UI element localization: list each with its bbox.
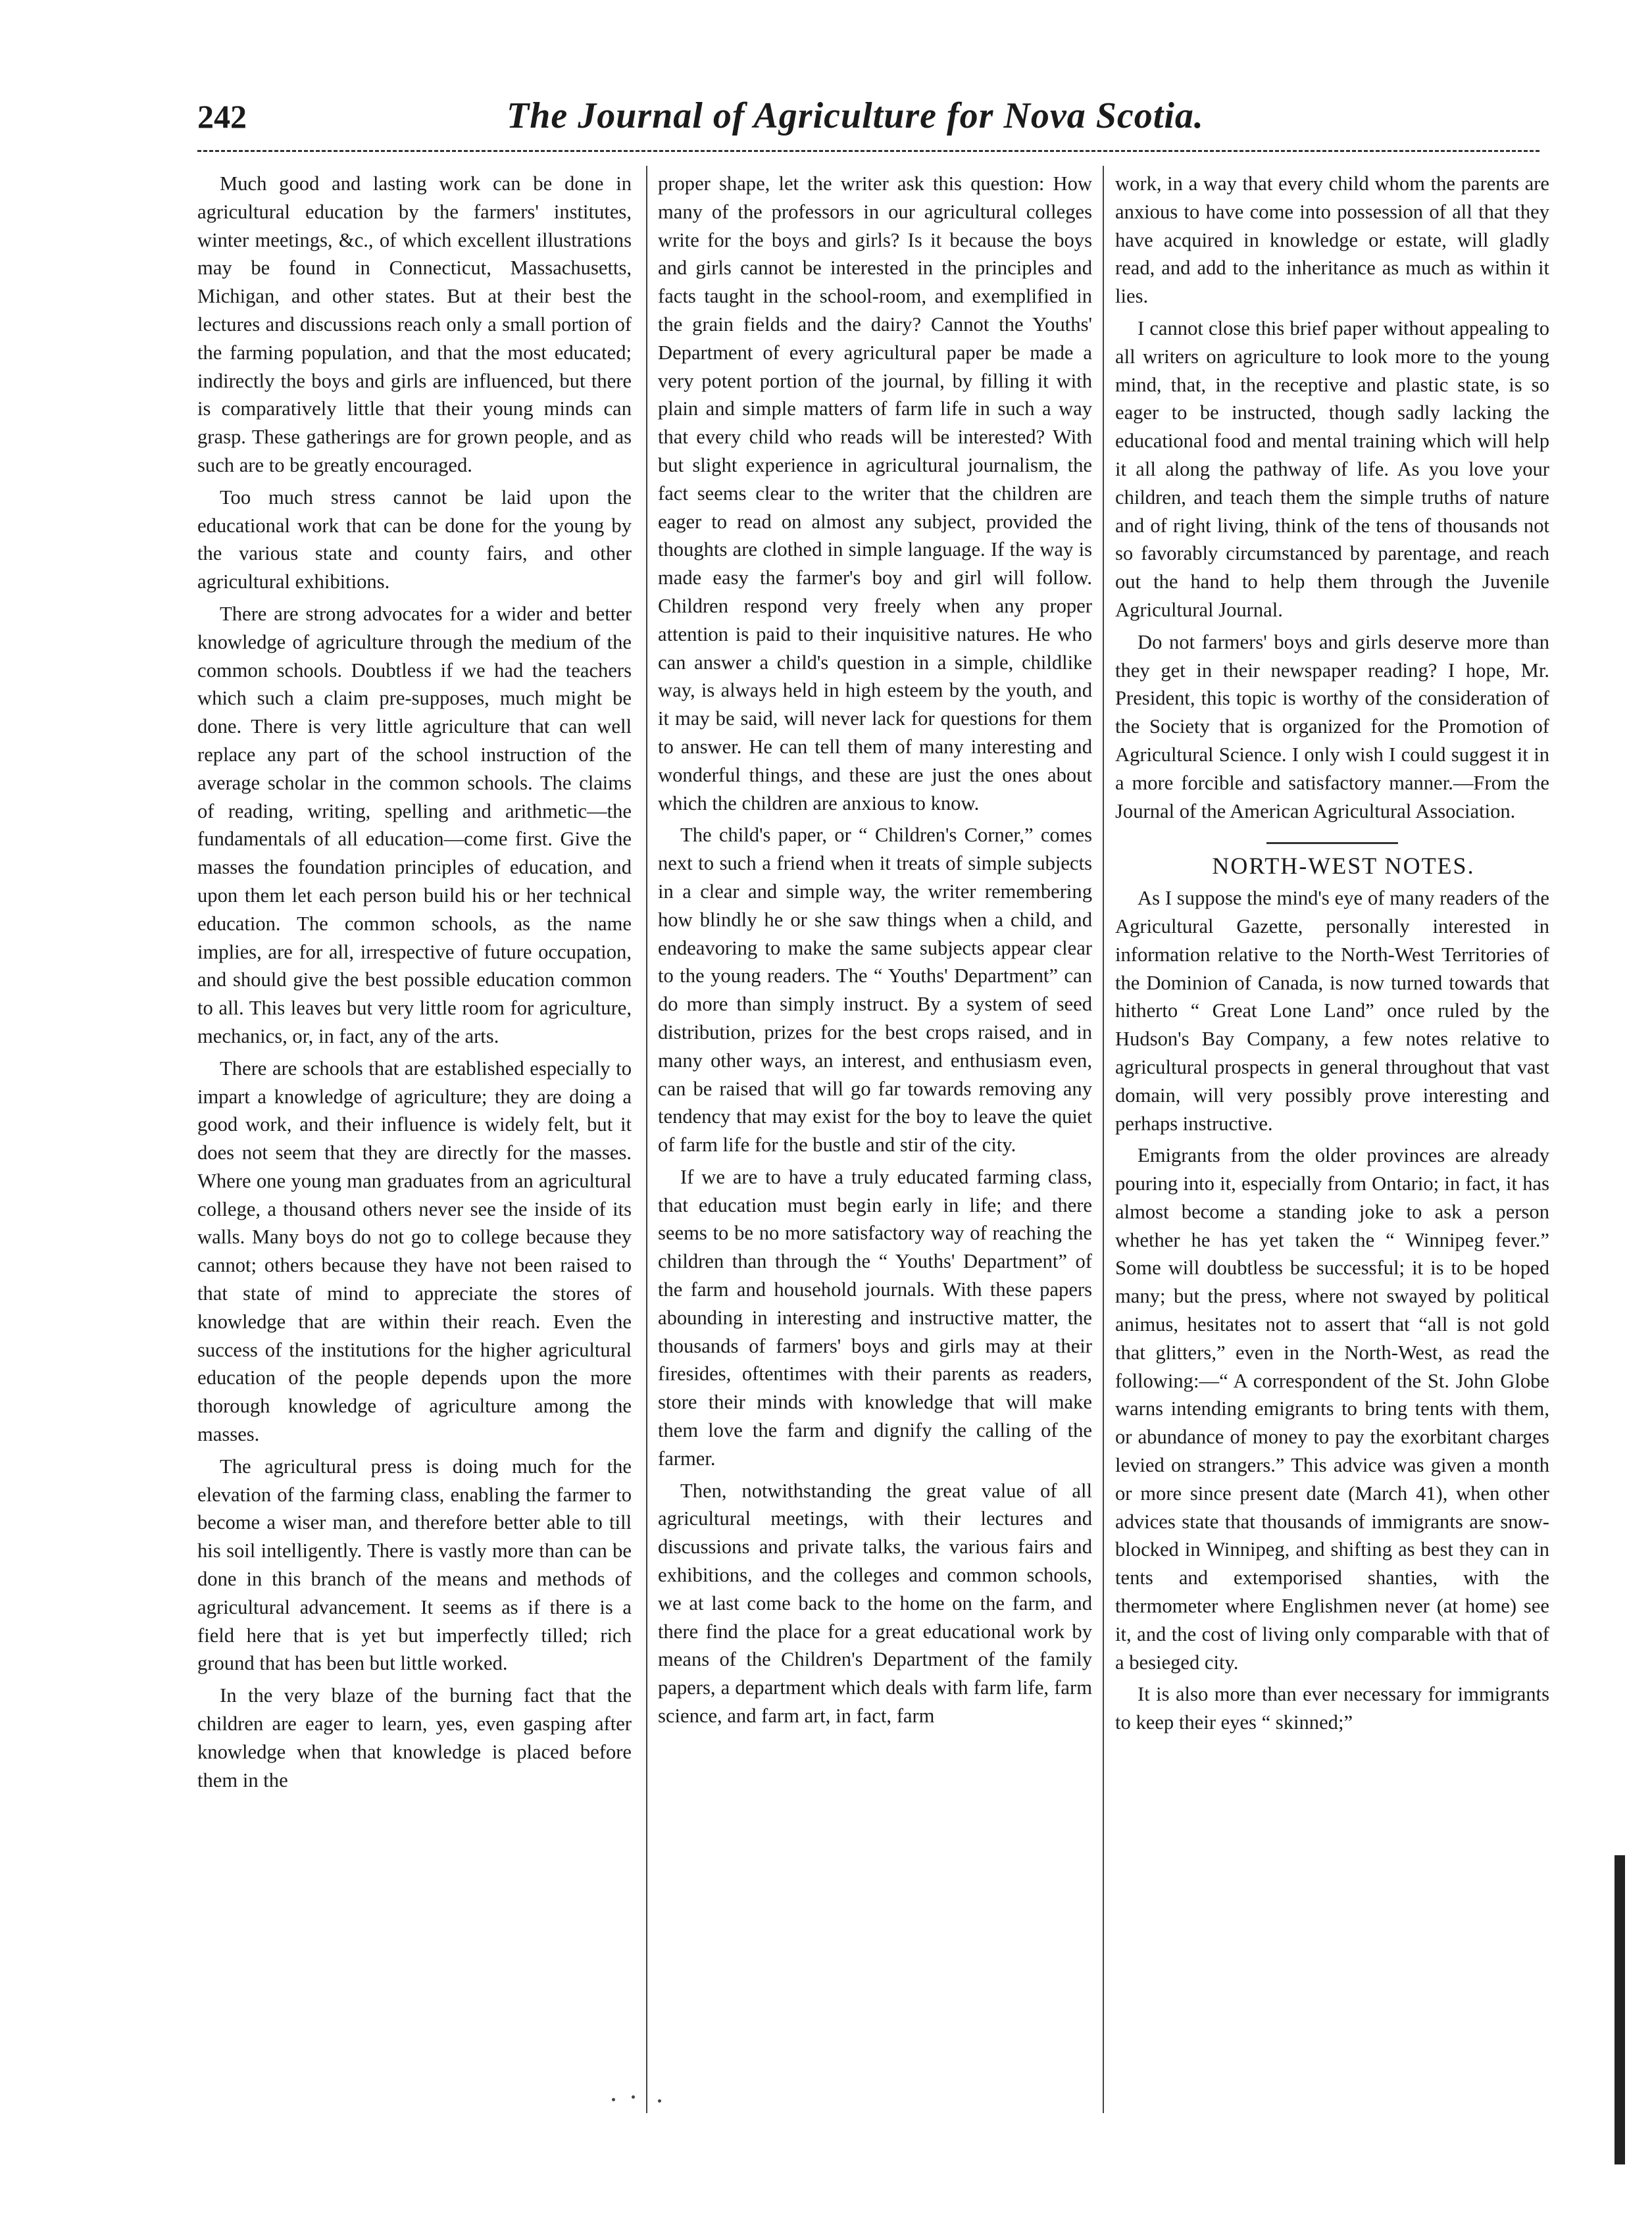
page-header (197, 97, 1539, 143)
paragraph: I cannot close this brief paper without appealing to all writers on agriculture to look more to the young mind, that, in the receptive and plastic state, is so eager to be instructed, though sadly lacking the educational food and mental training which will help it all along the pathway of life. As you love your children, and teach them the simple truths of nature and of right living, think of the tens of thousands not so favorably circumstanced by parentage, and reach out the hand to help them through the Juvenile Agricultural Journal. (1115, 316, 1549, 621)
column-divider (646, 166, 647, 2113)
paragraph: Emigrants from the older provinces are already pouring into it, especially from Ontario; in fact, it has almost become a standing joke to ask a person whether he has yet taken the “ Winnipeg fever.” Some will doubtless be successful; it is to be hoped many; but the press, where not swayed by political animus, hesitates not to assert that “all is not gold that glitters,” even in the North-West, as read the following:—“ A correspondent of the St. John Globe warns intending emigrants to bring tents with them, or abundance of money to pay the exorbitant charges levied on strangers.” This advice was given a month or more since present date (March 41), when other advices state that thousands of immigrants are snow-blocked in Winnipeg, and shifting as best they can in tents and extemporised shanties, with the thermometer where Englishmen never (at home) see it, and the cost of living only comparable with that of a besieged city. (1115, 1144, 1549, 1674)
header-rule (197, 150, 1539, 152)
print-specks (612, 2095, 664, 2103)
section-rule (1266, 842, 1398, 844)
column-2 (658, 170, 1092, 1734)
section-title: NORTH-WEST NOTES. (1212, 853, 1475, 880)
paragraph: It is also more than ever necessary for immigrants to keep their eyes “ skinned;” (1115, 1683, 1549, 1734)
paragraph: If we are to have a truly educated farming class, that education must begin early in life; and there seems to be no more satisfactory way of reaching the children than through the “ Youths' Department” of the farm and household journals. With these papers abounding in interesting and instructive matter, the thousands of farmers' boys and girls may at their firesides, oftentimes with their parents as readers, store their minds with knowledge that will make them love the farm and dignify the calling of the farmer. (658, 1165, 1092, 1470)
paragraph: Too much stress cannot be laid upon the educational work that can be done for the young by the various state and county fairs, and other agricultural exhibitions. (197, 486, 632, 593)
column-3 (1115, 170, 1549, 1741)
paragraph: Much good and lasting work can be done in agricultural education by the farmers' institutes, winter meetings, &c., of which excellent illustrations may be found in Connecticut, Massachusetts, Michigan, and other states. But at their best the lectures and discussions reach only a small portion of the farming population, and that the most educated; indirectly the boys and girls are influenced, but there is comparatively little that their young minds can grasp. These gatherings are for grown people, and as such are to be greatly encouraged. (197, 172, 632, 476)
journal-title: The Journal of Agriculture for Nova Scotia. (507, 95, 1204, 136)
paragraph: proper shape, let the writer ask this question: How many of the professors in our agricultural colleges write for the boys and girls? Is it because the boys and girls cannot be interested in the principles and facts taught in the school-room, and exemplified in the grain fields and the dairy? Cannot the Youths' Department of every agricultural paper be made a very potent portion of the journal, by filling it with plain and simple matters of farm life in such a way that every child who reads will be interested? With but slight experience in agricultural journalism, the fact seems clear to the writer that the children are eager to read on almost any subject, provided the thoughts are clothed in simple language. If the way is made easy the farmer's boy and girl will follow. Children respond very freely when any proper attention is paid to their inquisitive natures. He who can answer a child's question in a simple, childlike way, is always held in high esteem by the youth, and it may be said, will never lack for questions for them to answer. He can tell them of many interesting and wonderful things, and these are just the ones about which the children are anxious to know. (658, 172, 1092, 814)
column-divider (1103, 166, 1104, 2113)
paragraph: As I suppose the mind's eye of many readers of the Agricultural Gazette, personally interested in information relative to the North-West Territories of the Dominion of Canada, is now turned towards that hitherto “ Great Lone Land” once ruled by the Hudson's Bay Company, a few notes relative to agricultural prospects in general throughout that vast domain, will very possibly prove interesting and perhaps instructive. (1115, 887, 1549, 1135)
paragraph: The agricultural press is doing much for the elevation of the farming class, enabling the farmer to become a wiser man, and therefore better able to till his soil intelligently. There is vastly more than can be done in this branch of the means and methods of agricultural advancement. It seems as if there is a field here that is yet but imperfectly tilled; rich ground that has been but little worked. (197, 1455, 632, 1675)
paragraph: The child's paper, or “ Children's Corner,” comes next to such a friend when it treats of simple subjects in a clear and simple way, the writer remembering how blindly he or she saw things when a child, and endeavoring to make the same subjects appear clear to the young readers. The “ Youths' Department” can do more than simply instruct. By a system of seed distribution, prizes for the best crops raised, and in many other ways, an interest, and enthusiasm even, can be raised that will go far towards removing any tendency that may exist for the boy to leave the quiet of farm life for the bustle and stir of the city. (658, 824, 1092, 1157)
page-number: 242 (197, 98, 247, 135)
column-1 (197, 170, 632, 1798)
paragraph: There are strong advocates for a wider and better knowledge of agriculture through the medium of the common schools. Doubtless if we had the teachers which such a claim pre-supposes, much might be done. There is very little agriculture that can well replace any part of the school instruction of the average scholar in the common schools. The claims of reading, writing, spelling and arithmetic—the fundamentals of all education—come first. Give the masses the foundation principles of education, and upon them let each person build his or her technical education. The common schools, as the name implies, are for all, irrespective of future occupation, and should give the best possible education common to all. This leaves but very little room for agriculture, mechanics, or, in fact, any of the arts. (197, 602, 632, 1047)
paragraph: There are schools that are established especially to impart a knowledge of agriculture; they are doing a good work, and their influence is widely felt, but it does not seem that they are directly for the masses. Where one young man graduates from an agricultural college, a thousand others never see the inside of its walls. Many boys do not go to college because they cannot; others because they have not been raised to that state of mind to appreciate the stores of knowledge that are within their reach. Even the success of the institutions for the higher agricultural education of the people depends upon the more thorough knowledge of agriculture among the masses. (197, 1057, 632, 1446)
paragraph: work, in a way that every child whom the parents are anxious to have come into possession of all that they have acquired in knowledge or estate, will gladly read, and add to the inheritance as much as within it lies. (1115, 172, 1549, 308)
paragraph: Do not farmers' boys and girls deserve more than they get in their newspaper reading? I hope, Mr. President, this topic is worthy of the consideration of the Society that is organized for the Promotion of Agricultural Science. I only wish I could suggest it in a more forcible and satisfactory manner.—From the Journal of the American Agricultural Association. (1115, 630, 1549, 822)
paragraph: In the very blaze of the burning fact that the children are eager to learn, yes, even gasping after knowledge when that knowledge is placed before them in the (197, 1684, 632, 1791)
paragraph: Then, notwithstanding the great value of all agricultural meetings, with their lectures and discussions and private talks, the various fairs and exhibitions, and the colleges and common schools, we at last come back to the home on the farm, and there find the place for a great educational work by means of the Children's Department of the family papers, a department which deals with farm life, farm science, and farm art, in fact, farm (658, 1479, 1092, 1728)
scan-edge-mark (1614, 1855, 1625, 2164)
